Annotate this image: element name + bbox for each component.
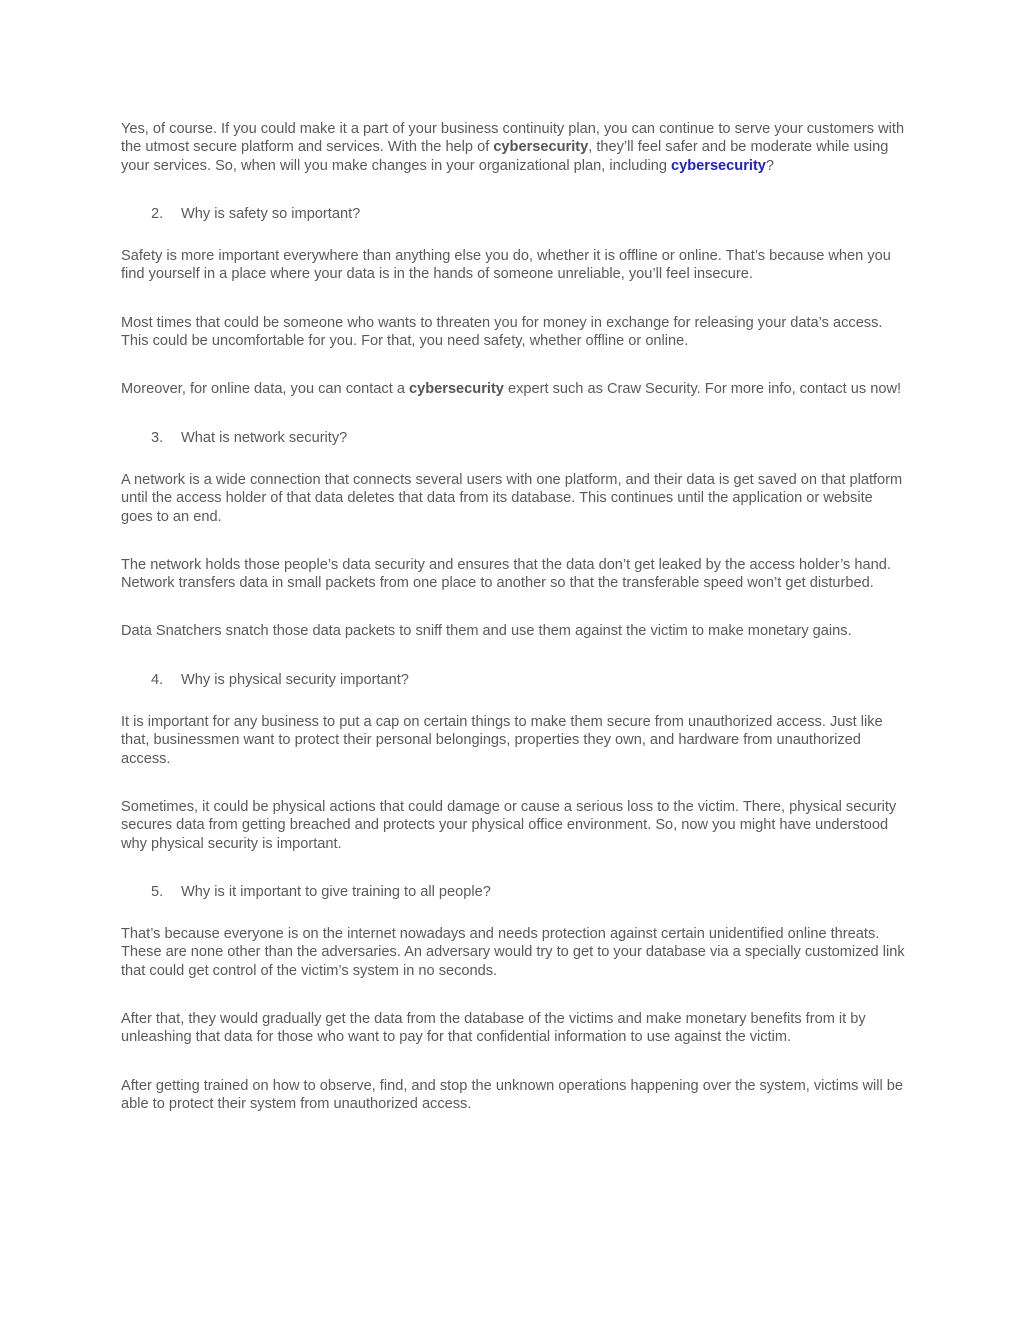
section-5-heading bbox=[121, 883, 906, 901]
paragraph: That’s because everyone is on the internet nowadays and needs protection against certain unidentified online threats. These are none other than the adversaries. An adversary would try to get to your database via a specially customized link that could get control of the victim’s system in no seconds. bbox=[121, 926, 905, 979]
paragraph: Safety is more important everywhere than anything else you do, whether it is offline or online. That’s because when you find yourself in a place where your data is in the hands of someone unreliable, you’ll feel insecure. bbox=[121, 248, 891, 283]
document-page bbox=[121, 120, 906, 1113]
section-number: 4. bbox=[151, 671, 164, 688]
paragraph: After getting trained on how to observe, find, and stop the unknown operations happening over the system, victims will be able to protect their system from unauthorized access. bbox=[121, 1077, 904, 1112]
paragraph: Moreover, for online data, you can contact a cybersecurity expert such as Craw Security. For more info, contact us now! bbox=[121, 381, 902, 398]
cybersecurity-link[interactable]: cybersecurity bbox=[671, 157, 766, 174]
keyword-cybersecurity: cybersecurity bbox=[409, 381, 504, 398]
paragraph: Data Snatchers snatch those data packets to sniff them and use them against the victim to make monetary gains. bbox=[121, 623, 852, 640]
section-number: 5. bbox=[151, 883, 164, 900]
paragraph: After that, they would gradually get the data from the database of the victims and make monetary benefits from it by unleashing that data for those who want to pay for that confidential information to use against the victim. bbox=[121, 1011, 866, 1046]
section-4-heading bbox=[121, 671, 906, 689]
section-title: Why is it important to give training to all people? bbox=[181, 883, 491, 900]
section-number: 2. bbox=[151, 205, 164, 222]
intro-paragraph: Yes, of course. If you could make it a part of your business continuity plan, you can continue to serve your customers with the utmost secure platform and services. With the help of cybersecurity, they’ll feel safer and be moderate while using your services. So, when will you make changes in your organizational plan, including cybersecurity? bbox=[121, 121, 905, 174]
section-title: What is network security? bbox=[181, 429, 348, 446]
section-title: Why is safety so important? bbox=[181, 205, 361, 222]
section-2-heading bbox=[121, 205, 906, 223]
paragraph: Most times that could be someone who wants to threaten you for money in exchange for releasing your data’s access. This could be uncomfortable for you. For that, you need safety, whether offline or online. bbox=[121, 314, 883, 350]
paragraph: Sometimes, it could be physical actions that could damage or cause a serious loss to the victim. There, physical security secures data from getting breached and protects your physical office environment. So, now you might have understood why physical security is important. bbox=[121, 798, 897, 852]
section-title: Why is physical security important? bbox=[181, 671, 409, 688]
paragraph: It is important for any business to put a cap on certain things to make them secure from unauthorized access. Just like that, businessmen want to protect their personal belongings, properties they own, and hardware from unauthorized access. bbox=[121, 714, 883, 767]
section-number: 3. bbox=[151, 429, 164, 446]
keyword-cybersecurity: cybersecurity bbox=[493, 139, 589, 156]
paragraph: The network holds those people’s data security and ensures that the data don’t get leaked by the access holder’s hand. Network transfers data in small packets from one place to another so that the transferable speed won’t get disturbed. bbox=[121, 556, 891, 592]
paragraph: A network is a wide connection that connects several users with one platform, and their data is get saved on that platform until the access holder of that data deletes that data from its database. This continues until the application or website goes to an end. bbox=[121, 471, 903, 525]
section-3-heading bbox=[121, 429, 906, 447]
